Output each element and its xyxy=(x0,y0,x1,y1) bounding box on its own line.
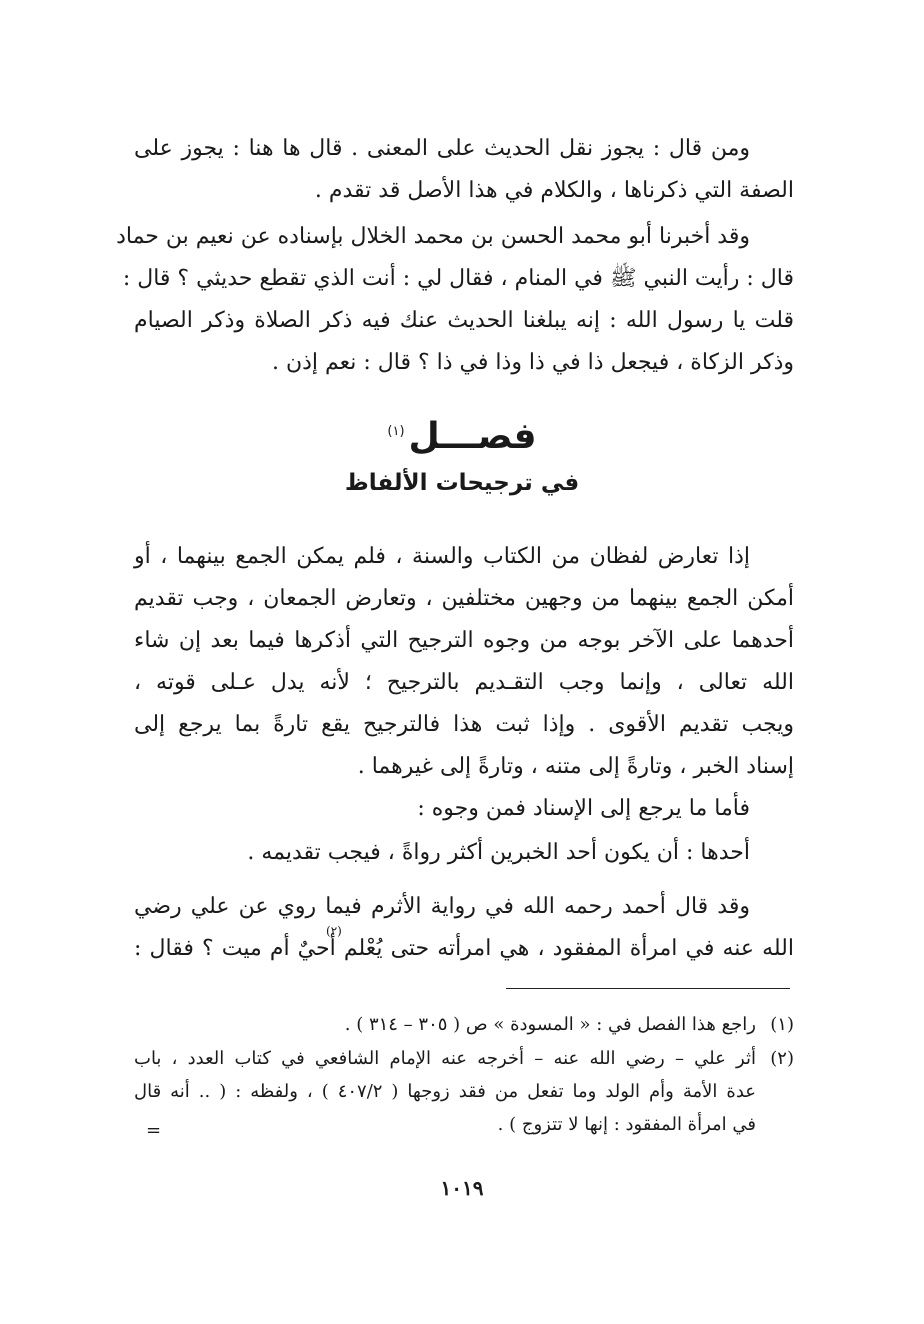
paragraph-first-aspect xyxy=(134,832,794,874)
text-line: الصفة التي ذكرناها ، والكلام في هذا الأصل قد تقدم . xyxy=(314,178,794,203)
text-line: فأما ما يرجع إلى الإسناد فمن وجوه : xyxy=(417,796,750,821)
text-line: قلت يا رسول الله : إنه يبلغنا الحديث عنك فيه ذكر الصلاة وذكر الصيام xyxy=(134,308,794,333)
section-subtitle: في ترجيحات الألفاظ xyxy=(344,470,580,496)
footnote-text: راجع هذا الفصل في : « المسودة » ص ( ٣٠٥ – ٣١٤ ) . xyxy=(344,1014,756,1035)
footnote-2 xyxy=(134,1042,794,1141)
footnote-line: في امرأة المفقود : إنها لا تتزوج ) . xyxy=(497,1114,756,1135)
paragraph-ahmad-quote xyxy=(134,886,794,970)
text-line: أحدها : أن يكون أحد الخبرين أكثر رواةً ، فيجب تقديمه . xyxy=(247,840,750,865)
text-line xyxy=(134,928,794,970)
text-line: ويجب تقديم الأقوى . وإذا ثبت هذا فالترجيح يقع تارةً بما يرجع إلى xyxy=(134,712,794,737)
footnote-text: أثر علي – رضي الله عنه – أخرجه عنه الإمام الشافعي في كتاب العدد ، باب xyxy=(134,1048,756,1069)
page-number: ١٠١٩ xyxy=(440,1176,484,1200)
text-line: قال : رأيت النبي ﷺ في المنام ، فقال لي : أنت الذي تقطع حديثي ؟ قال : xyxy=(122,266,794,291)
footnote-1 xyxy=(134,1008,794,1041)
footnote-line xyxy=(134,1042,794,1075)
footnote-number: (٢) xyxy=(770,1048,794,1069)
footnote-number: (١) xyxy=(770,1014,794,1035)
text-line: إذا تعارض لفظان من الكتاب والسنة ، فلم يمكن الجمع بينهما ، أو xyxy=(134,544,750,569)
section-title-text: فصـــل xyxy=(408,416,537,457)
text-line: الله تعالى ، وإنما وجب التقـديم بالترجيح ؛ لأنه يدل عـلى قوته ، xyxy=(134,670,794,695)
continuation-mark: = xyxy=(146,1120,162,1141)
paragraph-dream-narration xyxy=(116,216,794,384)
footnote-separator xyxy=(506,988,790,989)
text-line: وذكر الزكاة ، فيجعل ذا في ذا وذا في ذا ؟ قال : نعم إذن . xyxy=(271,350,794,375)
footnote-line xyxy=(134,1008,794,1041)
footnote-line: عدة الأمة وأم الولد وما تفعل من فقد زوجها ( ٤٠٧/٢ ) ، ولفظه : ( .. أنه قال xyxy=(134,1081,757,1102)
footnote-ref: (١) xyxy=(387,424,405,439)
text-line: أحدهما على الآخر بوجه من وجوه الترجيح التي أذكرها فيما بعد إن شاء xyxy=(134,628,794,653)
text-line: وقد أخبرنا أبو محمد الحسن بن محمد الخلال بإسناده عن نعيم بن حماد xyxy=(116,224,750,249)
paragraph-preponderance xyxy=(134,536,794,788)
footnote-ref: (٢) xyxy=(326,924,342,938)
text-line: ومن قال : يجوز نقل الحديث على المعنى . قال ها هنا : يجوز على xyxy=(134,136,750,161)
text-line: أمكن الجمع بينهما من وجهين مختلفين ، وتعارض الجمعان ، وجب تقديم xyxy=(134,586,794,611)
text-line: وقد قال أحمد رحمه الله في رواية الأثرم فيما روي عن علي رضي xyxy=(134,894,750,919)
section-title xyxy=(0,416,924,457)
paragraph-isnad-intro xyxy=(134,788,794,830)
text-line-content: الله عنه في امرأة المفقود ، هي امرأته حتى يُعْلم أحيٌ أم ميت ؟ فقال : xyxy=(134,936,794,961)
text-line: إسناد الخبر ، وتارةً إلى متنه ، وتارةً إلى غيرهما . xyxy=(357,754,794,779)
paragraph-intro xyxy=(134,128,794,212)
